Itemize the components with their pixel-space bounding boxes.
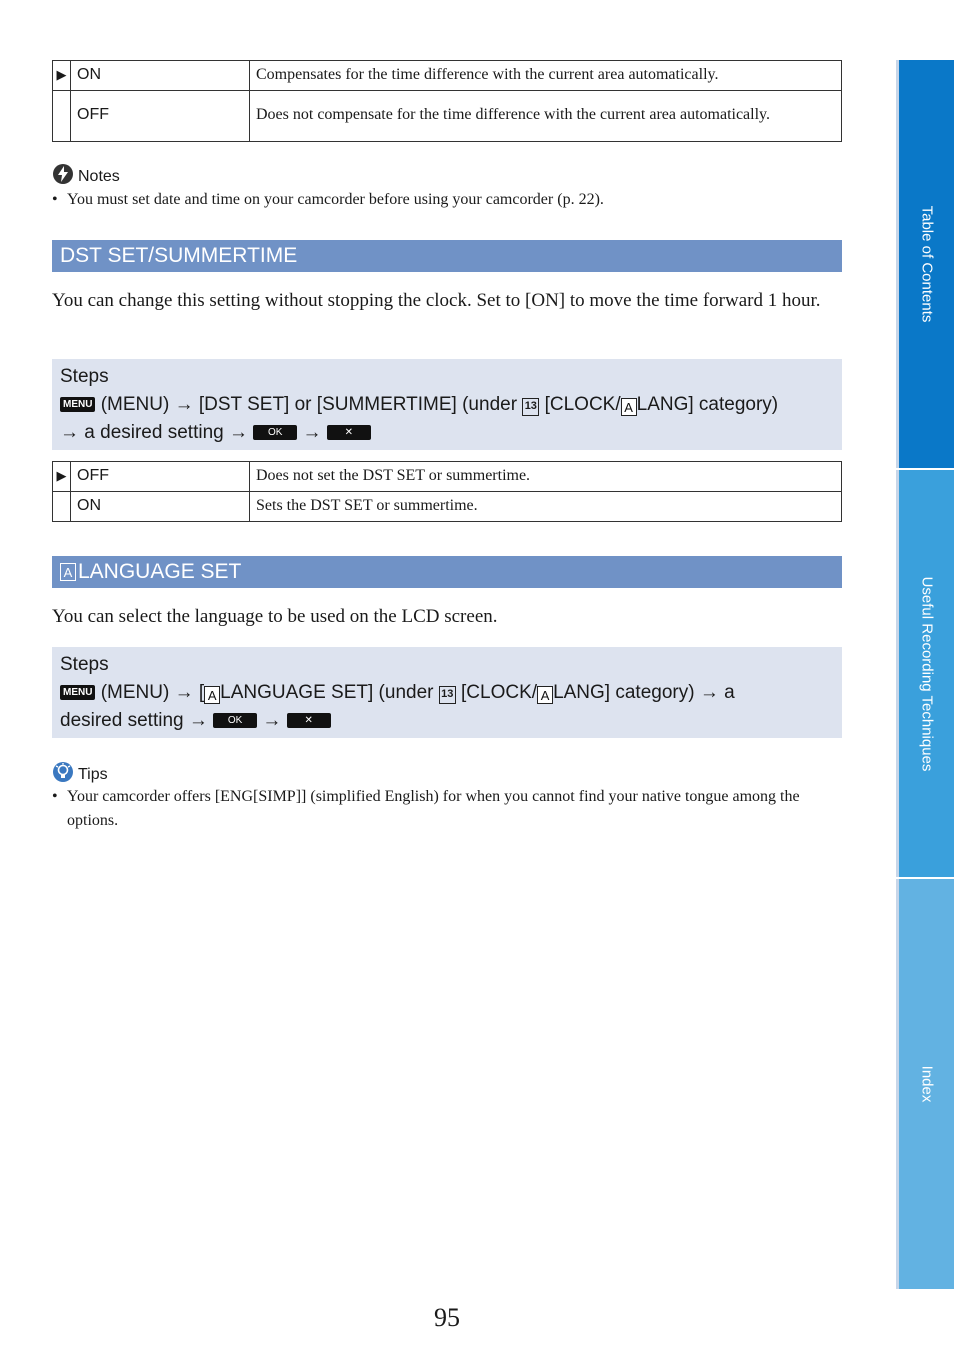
dst-steps-box: Steps MENU (MENU) → [DST SET] or [SUMMERTIME] (under 13 [CLOCK/ A LANG] category) → a desired setting → OK → ✕ [52,359,842,450]
selected-marker [53,90,71,141]
menu-icon: MENU [60,685,95,700]
selected-marker: ▶ [53,61,71,91]
dst-section-heading [52,240,842,272]
option-value: ON [71,61,250,91]
dst-heading-text: DST SET/SUMMERTIME [60,244,298,267]
tab-label: Useful Recording Techniques [918,576,935,771]
table-row [53,491,842,521]
notes-item-text: You must set date and time on your camcorder before using your camcorder (p. 22). [67,191,604,208]
menu-icon: MENU [60,397,95,412]
table-row [53,61,842,91]
tab-useful-recording-techniques[interactable] [896,470,954,877]
tips-heading-text: Tips [78,765,108,783]
option-value: ON [71,491,250,521]
table-row [53,462,842,492]
selected-marker: ▶ [53,462,71,492]
language-intro: You can select the language to be used on the LCD screen. [52,606,498,627]
option-value: OFF [71,462,250,492]
tab-table-of-contents[interactable] [896,60,954,468]
language-steps-box: Steps MENU (MENU) → [ A LANGUAGE SET] (under 13 [CLOCK/ A LANG] category) → a desired setting → OK → ✕ [52,647,842,738]
notes-item: • You must set date and time on your camcorder before using your camcorder (p. 22). [52,188,842,212]
clock-category-icon: 13 [522,398,539,416]
tips-item: • Your camcorder offers [ENG[SIMP]] (simplified English) for when you cannot find your native tongue among the options. [52,785,842,833]
close-icon: ✕ [327,425,371,440]
tips-heading [52,761,108,788]
tab-label: Table of Contents [918,205,935,323]
steps-label: Steps [60,654,109,675]
option-description: Sets the DST SET or summertime. [250,491,842,521]
option-description: Compensates for the time difference with the current area automatically. [250,61,842,91]
notes-heading [52,163,120,190]
option-description: Does not set the DST SET or summertime. [250,462,842,492]
lang-icon: A [537,686,553,704]
option-description: Does not compensate for the time difference with the current area automatically. [250,90,842,141]
option-value: OFF [71,90,250,141]
clock-category-icon: 13 [439,686,456,704]
tab-label: Index [918,1065,935,1103]
language-section-heading [52,556,842,588]
selected-marker [53,491,71,521]
steps-label: Steps [60,366,109,387]
table-row [53,90,842,141]
ok-icon: OK [213,713,257,728]
lightbulb-icon [52,761,74,788]
lang-icon: A [621,398,637,416]
tab-index[interactable] [896,879,954,1289]
ok-icon: OK [253,425,297,440]
timezone-option-table [52,60,842,142]
notes-icon [52,163,74,190]
lang-icon: A [204,686,220,704]
language-heading-text: LANGUAGE SET [78,560,242,583]
close-icon: ✕ [287,713,331,728]
dst-intro: You can change this setting without stopping the clock. Set to [ON] to move the time forward 1 hour. [52,290,821,311]
page-number: 95 [434,1303,460,1332]
tips-item-text: Your camcorder offers [ENG[SIMP]] (simplified English) for when you cannot find your native tongue among the options. [67,788,800,829]
lang-icon: A [60,563,76,581]
notes-heading-text: Notes [78,167,120,185]
dst-option-table [52,461,842,522]
